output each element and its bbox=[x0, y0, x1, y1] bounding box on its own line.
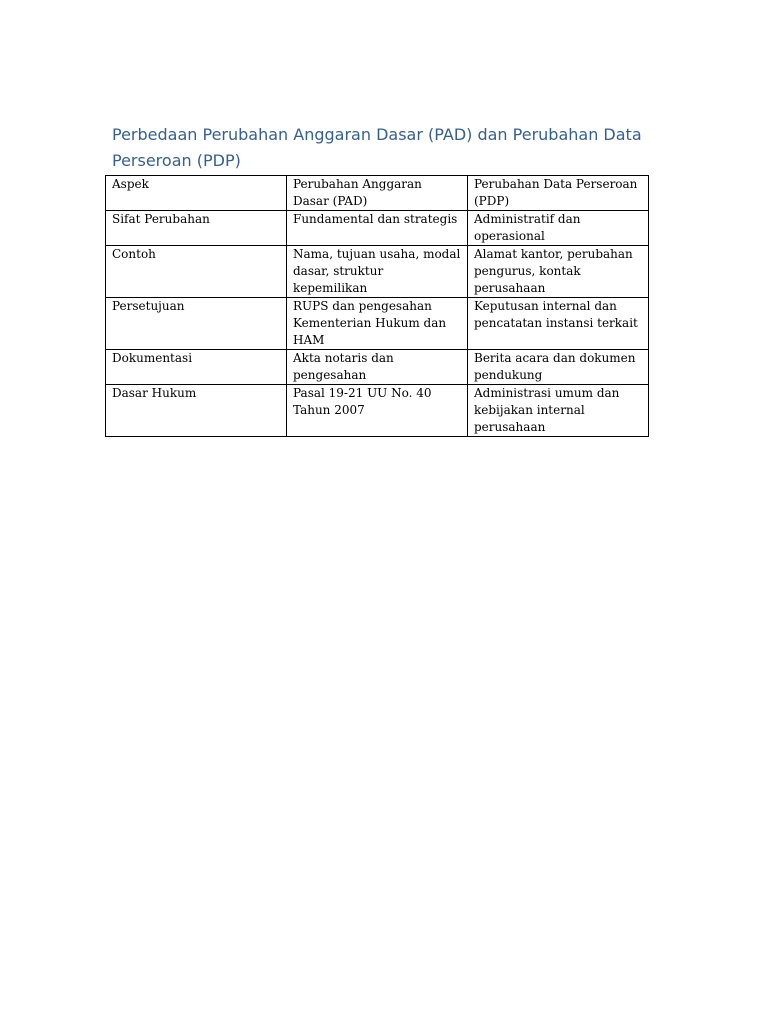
table-row bbox=[106, 385, 649, 437]
table-cell: Berita acara dan dokumen pendukung bbox=[468, 350, 649, 385]
table-row bbox=[106, 298, 649, 350]
table-cell: Persetujuan bbox=[106, 298, 287, 350]
table-row bbox=[106, 246, 649, 298]
table-cell: Alamat kantor, perubahan pengurus, kontak perusahaan bbox=[468, 246, 649, 298]
comparison-table bbox=[105, 175, 649, 437]
document-title: Perbedaan Perubahan Anggaran Dasar (PAD) dan Perubahan Data Perseroan (PDP) bbox=[112, 125, 642, 170]
table-cell: Sifat Perubahan bbox=[106, 211, 287, 246]
table-cell: Dokumentasi bbox=[106, 350, 287, 385]
table-cell: Nama, tujuan usaha, modal dasar, struktur kepemilikan bbox=[287, 246, 468, 298]
table-cell: Akta notaris dan pengesahan bbox=[287, 350, 468, 385]
table-row bbox=[106, 350, 649, 385]
table-cell: Contoh bbox=[106, 246, 287, 298]
table-header-cell: Perubahan Data Perseroan (PDP) bbox=[468, 176, 649, 211]
table-header-cell: Perubahan Anggaran Dasar (PAD) bbox=[287, 176, 468, 211]
table-cell: Dasar Hukum bbox=[106, 385, 287, 437]
table-cell: Administrasi umum dan kebijakan internal perusahaan bbox=[468, 385, 649, 437]
table-cell: Pasal 19-21 UU No. 40 Tahun 2007 bbox=[287, 385, 468, 437]
table-cell: Administratif dan operasional bbox=[468, 211, 649, 246]
table-cell: Keputusan internal dan pencatatan instansi terkait bbox=[468, 298, 649, 350]
table-header-cell: Aspek bbox=[106, 176, 287, 211]
table-row bbox=[106, 211, 649, 246]
table-header-row bbox=[106, 176, 649, 211]
table-cell: Fundamental dan strategis bbox=[287, 211, 468, 246]
table-cell: RUPS dan pengesahan Kementerian Hukum dan HAM bbox=[287, 298, 468, 350]
